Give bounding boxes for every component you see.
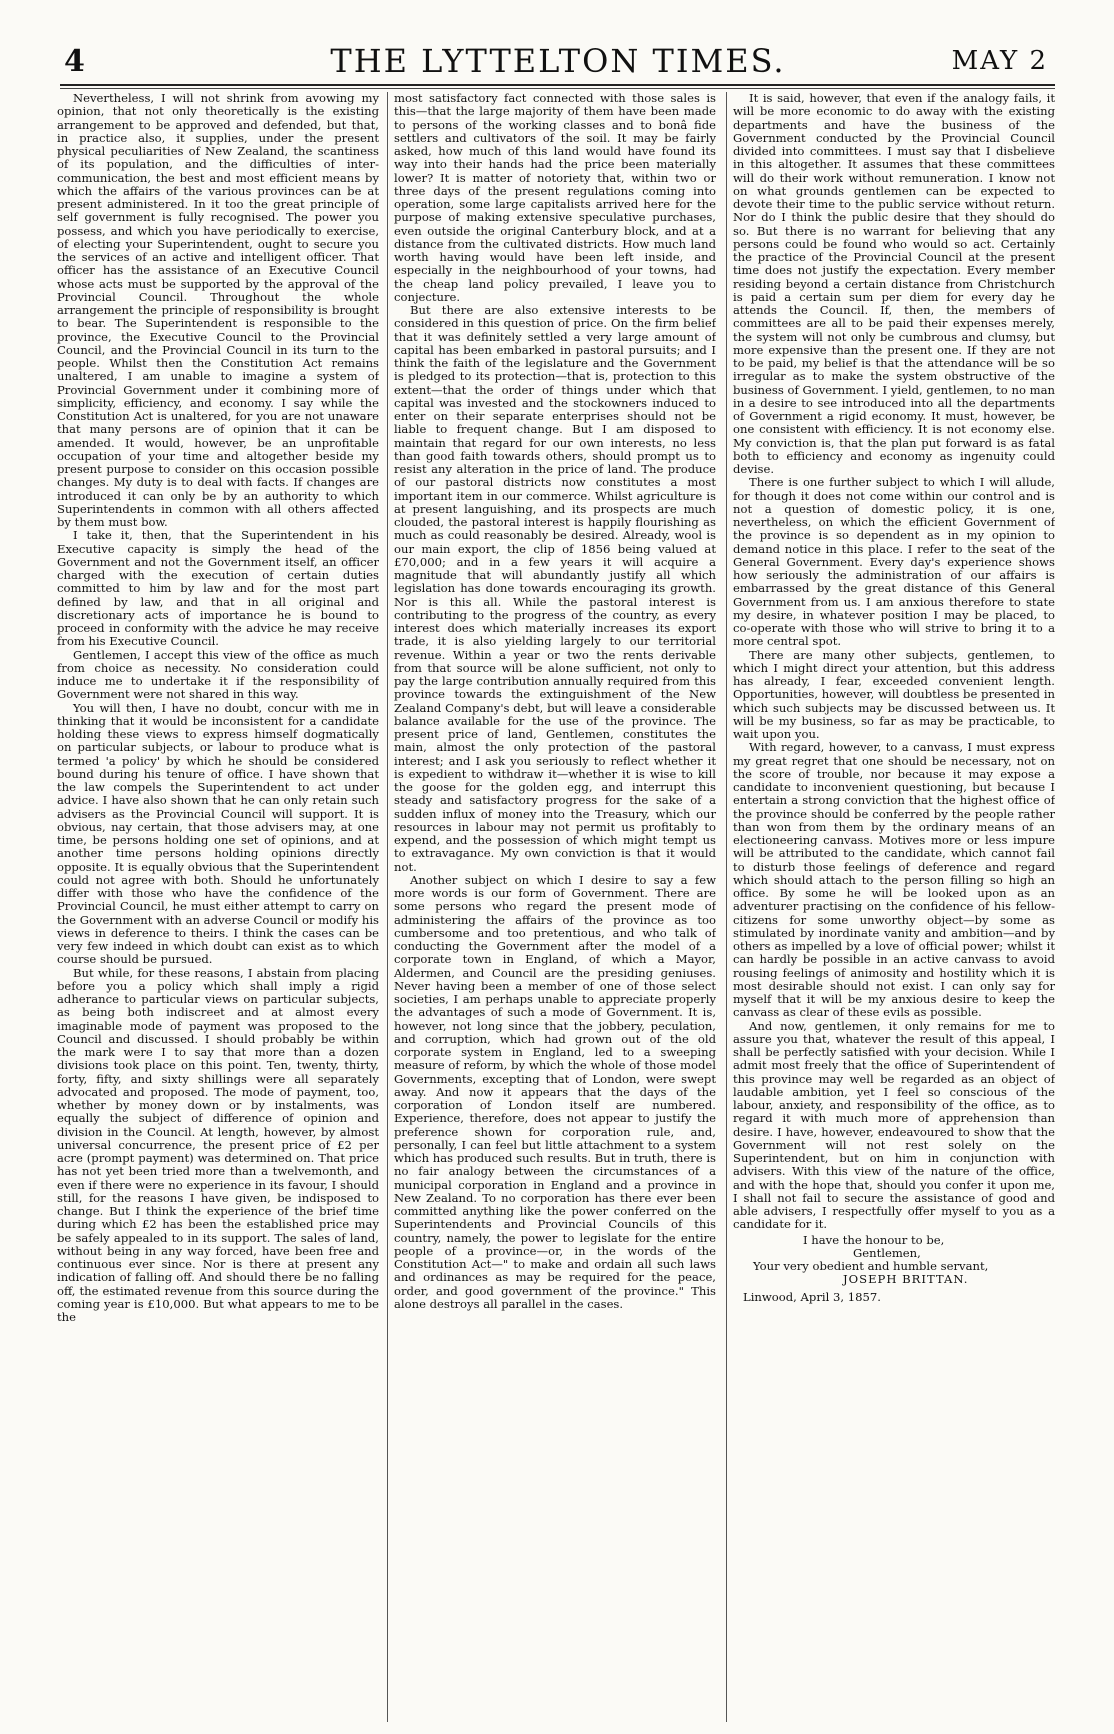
closing-line: Your very obedient and humble servant, [753,1259,989,1273]
paragraph: There is one further subject to which I will allude, for though it does not come within our control and is not a question of domestic policy, it is one, nevertheless, on which the efficient Government of the province is so dependent as in my opinion to demand notice in this place. I refer to the seat of the General Government. Every day's experience shows how seriously the administration of our affairs is embarrassed by the great distance of this General Government from us. I am anxious therefore to state my desire, in whatever position I may be placed, to co-operate with those who will strive to bring it to a more central spot. [733,475,1055,649]
paragraph: most satisfactory fact connected with those sales is this—that the large majority of them have been made to persons of the working classes and to bonâ fide settlers and cultivators of the soil. It may be fairly asked, how much of this land would have found its way into their hands had the price been materially lower? It is matter of notoriety that, within two or three days of the present regulations coming into operation, some large capitalists arrived here for the purpose of making extensive speculative purchases, even outside the original Canterbury block, and at a distance from the cultivated districts. How much land worth having would have been left inside, and especially in the neighbourhood of your towns, had the cheap land policy prevailed, I leave you to conjecture. [394,92,716,304]
column-3 [733,92,1055,1722]
place-date: Linwood, April 3, 1857. [743,1289,881,1304]
signature: JOSEPH BRITTAN. [843,1272,969,1287]
masthead-rule-thin [60,88,1055,89]
paragraph: It is said, however, that even if the analogy fails, it will be more economic to do away with the existing departments and have the business of the Government conducted by the Provincial Council divided into committees. I must say that I disbelieve in this altogether. It assumes that these committees will do their work without remuneration. I know not on what grounds gentlemen can be expected to devote their time to the public service without return. Nor do I think the public desire that they should do so. But there is no warrant for believing that any persons could be found who would so act. Certainly the practice of the Provincial Council at the present time does not justify the expectation. Every member residing beyond a certain distance from Christchurch is paid a certain sum per diem for every day he attends the Council. If, then, the members of committees are all to be paid their expenses merely, the system will not only be cumbrous and clumsy, but more expensive than the present one. If they are not to be paid, my belief is that the attendance will be so irregular as to make the system obstructive of the business of Government. I yield, gentlemen, to no man in a desire to see introduced into all the departments of Government a rigid economy. It must, however, be one consistent with efficiency. It is not economy else. My conviction is, that the plan put forward is as fatal both to efficiency and economy as ingenuity could devise. [733,92,1055,476]
paragraph: Gentlemen, I accept this view of the office as much from choice as necessity. No consideration could induce me to undertake it if the responsibility of Government were not shared in this way. [57,647,379,702]
closing-line: I have the honour to be, [803,1232,945,1247]
closing-salutation: Gentlemen, [853,1245,921,1260]
column-2 [394,92,716,1722]
paragraph: I take it, then, that the Superintendent in his Executive capacity is simply the head of the Government and not the Government itself, an officer charged with the execution of certain duties committed to him by law and for the most part defined by law, and that in all original and discretionary acts of importance he is bound to proceed in conformity with the advice he may receive from his Executive Council. [57,528,379,649]
paragraph: Another subject on which I desire to say a few more words is our form of Government. There are some persons who regard the present mode of administering the affairs of the province as too cumbersome and too pretentious, and who talk of conducting the Government after the model of a corporate town in England, of which a Mayor, Aldermen, and Council are the presiding geniuses. Never having been a member of one of those select societies, I am perhaps unable to appreciate properly the advantages of such a mode of Government. It is, however, not long since that the jobbery, peculation, and corruption, which had grown out of the old corporate system in England, led to a sweeping measure of reform, by which the whole of those model Governments, excepting that of London, were swept away. And now it appears that the days of the corporation of London itself are numbered. Experience, therefore, does not appear to justify the preference shown for corporation rule, and, personally, I can feel but little attachment to a system which has produced such results. But in truth, there is no fair analogy between the circumstances of a municipal corporation in England and a province in New Zealand. To no corporation has there ever been committed anything like the power conferred on the Superintendents and Provincial Councils of this country, namely, the power to legislate for the entire people of a province—or, in the words of the Constitution Act—" to make and ordain all such laws and ordinances as may be required for the peace, order, and good government of the province." This alone destroys all parallel in the cases. [394,872,716,1311]
column-1 [57,92,379,1722]
paragraph: Nevertheless, I will not shrink from avowing my opinion, that not only theoretically is the existing arrangement to be approved and defended, but that, in practice also, it supplies, under the present physical peculiarities of New Zealand, the scantiness of its population, and the difficulties of inter-communication, the best and most efficient means by which the affairs of the various provinces can be at present administered. In it too the great principle of self government is fully recognised. The power you possess, and which you have periodically to exercise, of electing your Superintendent, ought to secure you the services of an active and intelligent officer. That officer has the assistance of an Executive Council whose acts must be supported by the approval of the Provincial Council. Throughout the whole arrangement the principle of responsibility is brought to bear. The Superintendent is responsible to the province, the Executive Council to the Provincial Council, and the Provincial Council in its turn to the people. Whilst then the Constitution Act remains unaltered, I am unable to imagine a system of Provincial Government under it combining more of simplicity, efficiency, and economy. I say while the Constitution Act is unaltered, for you are not unaware that many persons are of opinion that it can be amended. It would, however, be an unprofitable occupation of your time and altogether beside my present purpose to consider on this occasion possible changes. My duty is to deal with facts. If changes are introduced it can only be by an authority to which Superintendents in common with all others affected by them must bow. [57,92,379,529]
masthead-rule [60,84,1055,86]
newspaper-title: THE LYTTELTON TIMES. [330,42,786,80]
page-number: 4 [64,44,85,79]
paragraph: You will then, I have no doubt, concur with me in thinking that it would be inconsistent for a candidate holding these views to express himself dogmatically on particular subjects, or labour to produce what is termed 'a policy' by which he should be considered bound during his tenure of office. I have shown that the law compels the Superintendent to act under advice. I have also shown that he can only retain such advisers as the Provincial Council will support. It is obvious, nay certain, that those advisers may, at one time, be persons holding one set of opinions, and at another time persons holding opinions directly opposite. It is equally obvious that the Superintendent could not agree with both. Should he unfortunately differ with those who have the confidence of the Provincial Council, he must either attempt to carry on the Government with an adverse Council or modify his views in deference to theirs. I think the cases can be very few indeed in which doubt can exist as to which course should be pursued. [57,700,379,967]
paragraph: But there are also extensive interests to be considered in this question of price. On the firm belief that it was definitely settled a very large amount of capital has been embarked in pastoral pursuits; and I think the faith of the legislature and the Government is pledged to its protection—that is, protection to this extent—that the order of things under which that capital was invested and the stockowners induced to enter on their separate enterprises should not be liable to frequent change. But I am disposed to maintain that regard for our own interests, no less than good faith towards others, should prompt us to resist any alteration in the price of land. The produce of our pastoral districts now constitutes a most important item in our commerce. Whilst agriculture is at present languishing, and its prospects are much clouded, the pastoral interest is happily flourishing as much as could reasonably be desired. Already, wool is our main export, the clip of 1856 being valued at £70,000; and in a few years it will acquire a magnitude that will abundantly justify all which legislation has done towards encouraging its growth. Nor is this all. While the pastoral interest is contributing to the progress of the country, as every interest does which materially increases its export trade, it is also yielding largely to our territorial revenue. Within a year or two the rents derivable from that source will be alone sufficient, not only to pay the large contribution annually required from this province towards the extinguishment of the New Zealand Company's debt, but will leave a considerable balance available for the use of the province. The present price of land, Gentlemen, constitutes the main, almost the only protection of the pastoral interest; and I ask you seriously to reflect whether it is expedient to withdraw it—whether it is wise to kill the goose for the golden egg, and interrupt this steady and satisfactory progress for the sake of a sudden influx of money into the Treasury, which our resources in labour may not permit us profitably to expend, and the possession of which might tempt us to extravagance. My own conviction is that it would not. [394,303,716,874]
letter-closing [733,1234,1055,1304]
paragraph: And now, gentlemen, it only remains for me to assure you that, whatever the result of this appeal, I shall be perfectly satisfied with your decision. While I admit most freely that the office of Superintendent of this province may well be regarded as an object of laudable ambition, yet I feel so conscious of the labour, anxiety, and responsibility of the office, as to regard it with much more of apprehension than desire. I have, however, endeavoured to show that the Government will not rest solely on the Superintendent, but on him in conjunction with advisers. With this view of the nature of the office, and with the hope that, should you confer it upon me, I shall not fail to secure the assistance of good and able advisers, I respectfully offer myself to you as a candidate for it. [733,1018,1055,1232]
paragraph: With regard, however, to a canvass, I must express my great regret that one should be necessary, not on the score of trouble, nor because it may expose a candidate to inconvenient questioning, but because I entertain a strong conviction that the highest office of the province should be conferred by the people rather than won from them by the ordinary means of an electioneering canvass. Motives more or less impure will be attributed to the candidate, which cannot fail to disturb those feelings of deference and regard which should attach to the person filling so high an office. By some he will be looked upon as an adventurer practising on the confidence of his fellow-citizens for some unworthy object—by some as stimulated by inordinate vanity and ambition—and by others as impelled by a love of official power; whilst it can hardly be possible in an active canvass to avoid rousing feelings of animosity and hostility which it is most desirable should not exist. I can only say for myself that it will be my anxious desire to keep the canvass as clear of these evils as possible. [733,740,1055,1020]
issue-date: MAY 2 [951,46,1048,76]
column-divider [726,92,727,1722]
paragraph: There are many other subjects, gentlemen, to which I might direct your attention, but this address has already, I fear, exceeded convenient length. Opportunities, however, will doubtless be presented in which such subjects may be discussed between us. It will be my business, so far as may be practicable, to wait upon you. [733,647,1055,741]
masthead [58,40,1058,86]
column-divider [387,92,388,1722]
paragraph: But while, for these reasons, I abstain from placing before you a policy which shall imply a rigid adherance to particular views on particular subjects, as being both indiscreet and at almost every imaginable mode of payment was proposed to the Council and discussed. I should probably be within the mark were I to say that more than a dozen divisions took place on this point. Ten, twenty, thirty, forty, fifty, and sixty shillings were all separately advocated and proposed. The mode of payment, too, whether by money down or by instalments, was equally the subject of difference of opinion and division in the Council. At length, however, by almost universal concurrence, the present price of £2 per acre (prompt payment) was determined on. That price has not yet been tried more than a twelvemonth, and even if there were no experience in its favour, I should still, for the reasons I have given, be indisposed to change. But I think the experience of the brief time during which £2 has been the established price may be safely appealed to in its support. The sales of land, without being in any way forced, have been free and continuous ever since. Nor is there at present any indication of falling off. And should there be no falling off, the estimated revenue from this source during the coming year is £10,000. But what appears to me to be the [57,965,379,1324]
